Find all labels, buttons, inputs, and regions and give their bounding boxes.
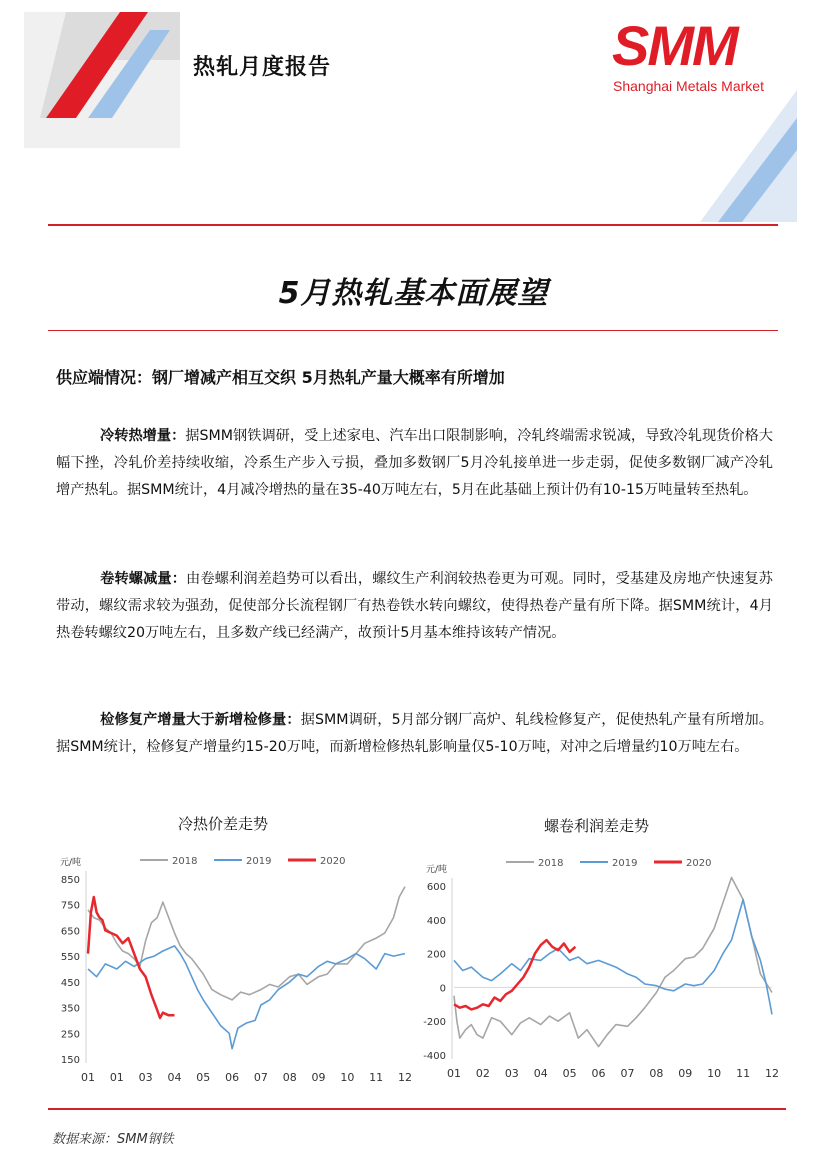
chart0-xtick-label: 07: [253, 1071, 268, 1084]
chart1-xtick-label: 04: [533, 1067, 548, 1080]
section-heading: 供应端情况：钢厂增减产相互交织 5月热轧产量大概率有所增加: [56, 368, 505, 387]
chart0-xtick-label: 04: [167, 1071, 182, 1084]
chart0-ytick-label: 550: [60, 952, 80, 964]
chart0-xtick-label: 09: [311, 1071, 326, 1084]
chart1-ytick-label: -400: [423, 1051, 446, 1062]
chart1-xtick-label: 08: [649, 1067, 664, 1080]
chart0-ytick-label: 850: [60, 875, 80, 886]
paragraph-text: 由卷螺利润差趋势可以看出，螺纹生产利润较热卷更为可观。同时，受基建及房地产快速复苏带动，螺纹需求较为强劲，促使部分长流程钢厂有热卷铁水转向螺纹，使得热卷产量有所下降。据SMM统计，4月热卷转螺纹20万吨左右，且多数产线已经满产，故预计5月基本维持该转产情况。: [56, 571, 773, 641]
chart1-xtick-label: 07: [620, 1067, 635, 1080]
chart1-title: 冷热价差走势: [178, 815, 269, 833]
data-source: 数据来源：SMM钢铁: [52, 1132, 174, 1147]
chart0-legend-label: 2019: [246, 856, 272, 867]
chart0-legend-label: 2020: [320, 856, 346, 867]
chart1-xtick-label: 12: [765, 1067, 779, 1080]
chart0-ytick-label: 350: [60, 1003, 80, 1015]
chart0-xtick-label: 10: [340, 1071, 355, 1084]
chart0-series-line-2020: [88, 897, 175, 1018]
report-type-title: 热轧月度报告: [193, 55, 332, 80]
chart1-xtick-label: 05: [562, 1067, 577, 1080]
chart0-xtick-label: 05: [196, 1071, 211, 1084]
chart1-xtick-label: 11: [736, 1067, 751, 1080]
chart0-xtick-label: 03: [138, 1071, 153, 1084]
chart-rebar-coil-profit: [414, 848, 780, 1088]
chart0-xtick-label: 12: [398, 1071, 412, 1084]
footer-divider: [48, 1108, 786, 1110]
chart2-title: 螺卷利润差走势: [544, 817, 650, 835]
paragraph-lead: 冷转热增量：: [100, 428, 186, 444]
chart1-ytick-label: 400: [426, 915, 446, 927]
chart0-ytick-label: 650: [60, 926, 80, 938]
chart0-legend-label: 2018: [172, 856, 198, 867]
title-divider: [48, 330, 778, 331]
chart1-xtick-label: 01: [447, 1067, 461, 1080]
chart1-xtick-label: 06: [591, 1067, 606, 1080]
chart1-ytick-label: 0: [439, 983, 446, 995]
chart1-ytick-label: 200: [426, 949, 446, 961]
chart1-xtick-label: 02: [475, 1067, 490, 1080]
chart-cold-hot-spread: [48, 846, 414, 1086]
logo-subtitle: Shanghai Metals Market: [613, 78, 764, 94]
chart1-xtick-label: 09: [678, 1067, 693, 1080]
chart0-xtick-label: 08: [282, 1071, 297, 1084]
chart0-xtick-label: 11: [369, 1071, 384, 1084]
chart0-xtick-label: 06: [225, 1071, 240, 1084]
chart0-ytick-label: 150: [60, 1055, 80, 1066]
chart0-ytick-label: 750: [60, 900, 80, 912]
chart0-ylabel: 元/吨: [60, 858, 82, 868]
chart0-xtick-label: 01: [109, 1071, 124, 1084]
paragraph-text: 据SMM调研，5月部分钢厂高炉、轧线检修复产，促使热轧产量有所增加。据SMM统计，检修复产增量约15-20万吨，而新增检修热轧影响量仅5-10万吨，对冲之后增量约10万吨左右。: [56, 712, 773, 755]
chart0-ytick-label: 450: [60, 977, 80, 989]
chart1-xtick-label: 10: [707, 1067, 722, 1080]
chart1-legend-label: 2020: [686, 858, 712, 869]
chart1-ylabel: 元/吨: [426, 865, 448, 875]
smm-logo: SMM: [612, 14, 737, 77]
chart0-ytick-label: 250: [60, 1029, 80, 1041]
chart1-legend-label: 2019: [612, 858, 638, 869]
chart1-legend-label: 2018: [538, 858, 564, 869]
paragraph-text: 据SMM钢铁调研，受上述家电、汽车出口限制影响，冷轧终端需求锐减，导致冷轧现货价格大幅下挫，冷轧价差持续收缩，冷系生产步入亏损，叠加多数钢厂5月冷轧接单进一步走弱，促使多数钢厂减产冷轧增产热轧。据SMM统计，4月减冷增热的量在35-40万吨左右，5月在此基础上预计仍有10-15万吨量转至热轧。: [56, 428, 773, 498]
header-divider: [48, 224, 778, 226]
main-title: 5月热轧基本面展望: [278, 276, 549, 311]
chart1-ytick-label: 600: [426, 882, 446, 893]
chart0-series-line-2018: [88, 887, 405, 1000]
chart0-xtick-label: 01: [81, 1071, 95, 1084]
chart1-series-line-2020: [454, 940, 575, 1009]
chart1-series-line-2019: [454, 900, 772, 1015]
chart1-xtick-label: 03: [504, 1067, 519, 1080]
paragraph-coil-to-rebar: [56, 566, 773, 647]
paragraph-lead: 检修复产增量大于新增检修量：: [100, 712, 301, 728]
chart1-series-line-2018: [454, 878, 772, 1047]
paragraph-maintenance: [56, 707, 773, 761]
chart1-ytick-label: -200: [423, 1017, 446, 1029]
paragraph-cold-to-hot: [56, 423, 773, 504]
paragraph-lead: 卷转螺减量：: [100, 571, 187, 587]
